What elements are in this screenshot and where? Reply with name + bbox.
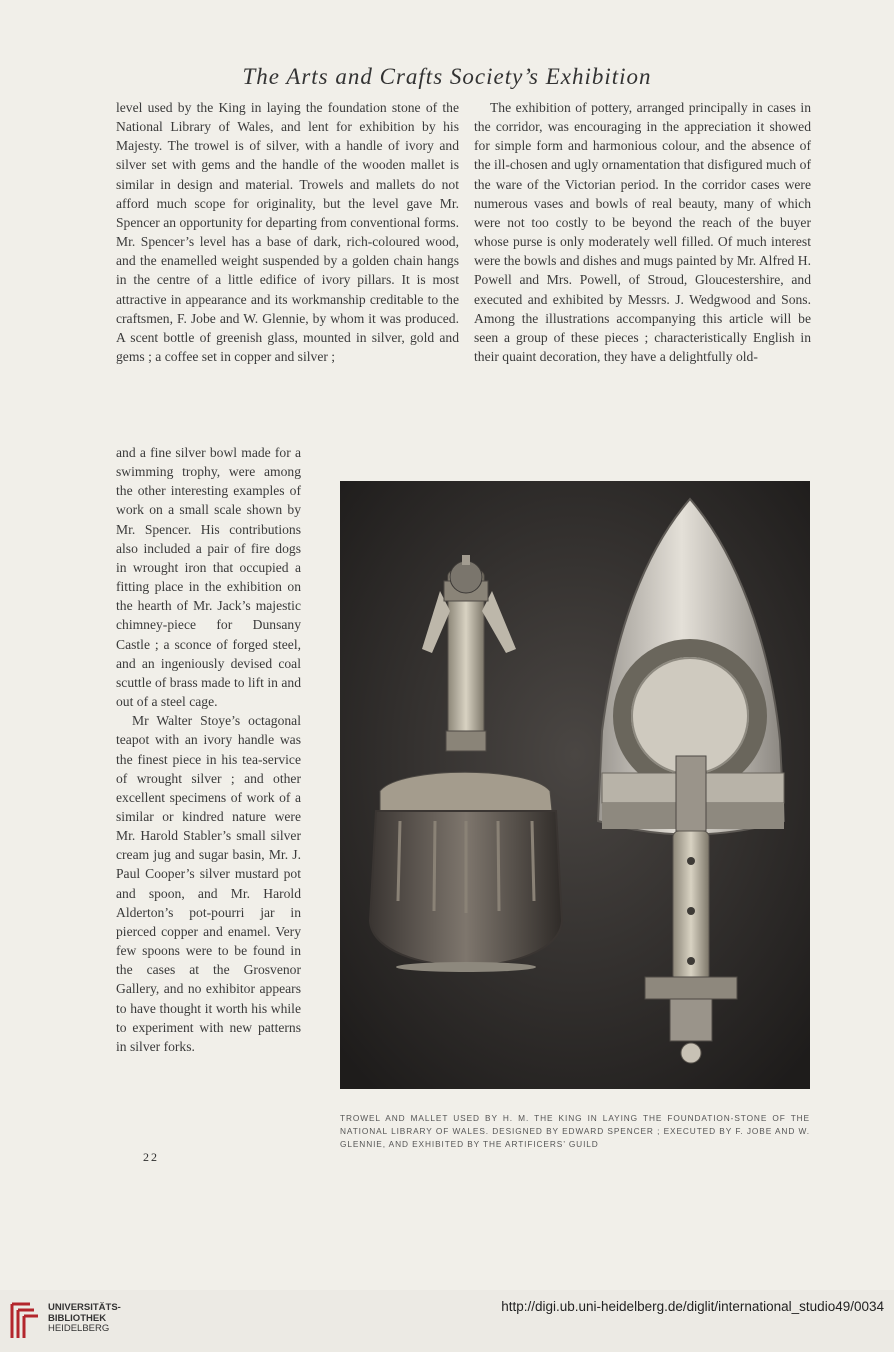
figure-caption: TROWEL AND MALLET USED BY H. M. THE KING IN LAYING THE FOUNDATION-STONE OF THE NATIONAL LIBRARY OF WALES. DESIGNED BY EDWARD SPENCER ; EXECUTED BY F. JOBE AND W. GLENNIE, AND EXHIBITED BY THE ARTIFICERS’ GUILD	[340, 1113, 810, 1149]
body-paragraph: and a fine silver bowl made for a swimming trophy, were among the other interesting examples of work on a small scale shown by Mr. Spencer. His contributions also included a pair of fire dogs in wrought iron that occupied a fitting place in the exhibition on the hearth of Mr. Jack’s majestic chimney-piece for Dunsany Castle ; a sconce of forged steel, and an ingeniously devised coal scuttle of brass made to lift in and out of a steel cage.	[116, 445, 301, 710]
body-paragraph: level used by the King in laying the foundation stone of the National Library of Wales, and lent for exhibition by his Majesty. The trowel is of silver, with a handle of ivory and silver set with gems and the handle of the wooden mallet is similar in design and material. Trowels and mallets do not afford much scope for originality, but the level gave Mr. Spencer an opportunity for departing from conventional forms. Mr. Spencer’s level has a base of dark, rich-coloured wood, and the enamelled weight suspended by a golden chain hangs in the centre of a little edifice of ivory pillars. It is most attractive in appearance and its workmanship creditable to the craftsmen, F. Jobe and W. Glennie, by whom it was produced. A scent bottle of greenish glass, mounted in silver, gold and gems ; a coffee set in copper and silver ;	[116, 100, 459, 365]
left-column-top	[116, 98, 459, 366]
library-line-2: BIBLIOTHEK	[48, 1312, 107, 1324]
library-line-3: HEIDELBERG	[48, 1323, 110, 1334]
library-name	[48, 1303, 121, 1335]
left-column-bottom	[116, 443, 301, 1056]
running-head: The Arts and Crafts Society’s Exhibition	[242, 64, 652, 89]
trowel-and-mallet-photograph	[340, 481, 810, 1089]
library-line-1: UNIVERSITÄTS-	[48, 1302, 121, 1313]
heidelberg-library-logo-icon[interactable]	[8, 1298, 42, 1342]
page-number: 22	[143, 1150, 159, 1164]
permalink-url[interactable]: http://digi.ub.uni-heidelberg.de/diglit/international_studio49/0034	[501, 1299, 884, 1314]
right-column-top	[474, 98, 811, 366]
body-paragraph: Mr Walter Stoye’s octagonal teapot with an ivory handle was the finest piece in his tea-service of wrought silver ; and other excellent specimens of work of a similar or kindred nature were Mr. Harold Stabler’s small silver cream jug and sugar basin, Mr. J. Paul Cooper’s silver mustard pot and spoon, and Mr. Harold Alderton’s pot-pourri jar in pierced copper and enamel. Very few spoons were to be found in the cases at the Grosvenor Gallery, and no exhibitor appears to have thought it worth his while to experiment with new patterns in silver forks.	[116, 713, 301, 1054]
body-paragraph: The exhibition of pottery, arranged principally in cases in the corridor, was encouraging in the appreciation it showed for simple form and harmonious colour, and the absence of the ill-chosen and ugly ornamentation that disfigured much of the ware of the Victorian period. In the corridor cases were numerous vases and bowls of real beauty, many of which were not too costly to be beyond the reach of the buyer whose purse is only moderately well filled. Of much interest were the bowls and dishes and mugs painted by Mr. Alfred H. Powell and Mrs. Powell, of Stroud, Gloucestershire, and executed and exhibited by Messrs. J. Wedgwood and Sons. Among the illustrations accompanying this article will be seen a group of these pieces ; characteristically English in their quaint decoration, they have a delightfully old-	[474, 100, 811, 365]
photograph-illustration	[340, 481, 810, 1089]
